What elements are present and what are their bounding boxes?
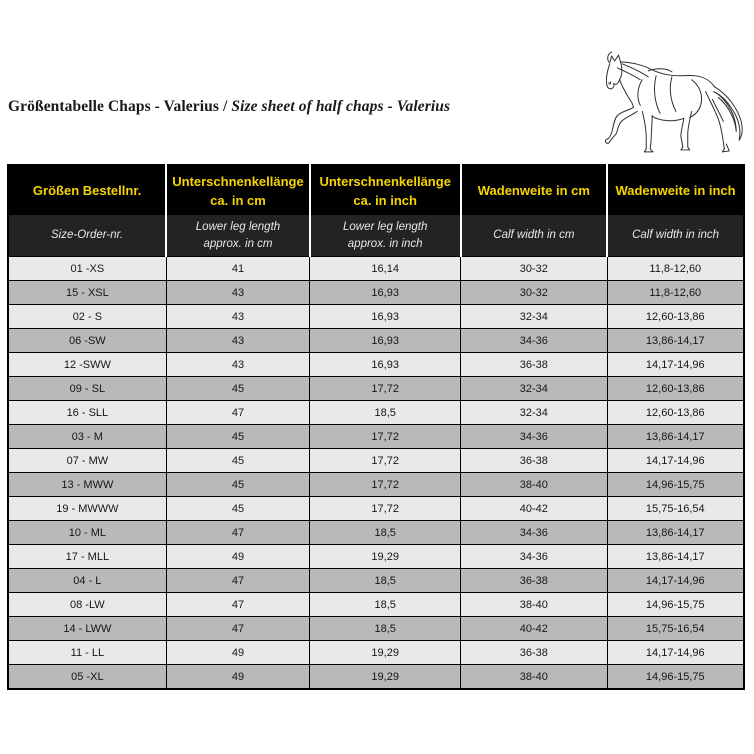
table-cell: 32-34: [461, 377, 607, 401]
table-cell: 16,93: [310, 329, 461, 353]
table-cell: 16 - SLL: [8, 401, 166, 425]
header-en-label: Lower leg length: [342, 220, 428, 233]
header-en-label: Calf width in inch: [632, 229, 719, 241]
table-cell: 18,5: [310, 401, 461, 425]
table-cell: 43: [166, 281, 310, 305]
table-cell: 13,86-14,17: [607, 329, 744, 353]
table-cell: 16,93: [310, 281, 461, 305]
table-cell: 13,86-14,17: [607, 521, 744, 545]
table-cell: 11,8-12,60: [607, 257, 744, 281]
table-cell: 09 - SL: [8, 377, 166, 401]
table-row: [8, 593, 744, 617]
table-cell: 19,29: [310, 545, 461, 569]
header-de-label: ca. in cm: [210, 192, 266, 208]
table-cell: 17 - MLL: [8, 545, 166, 569]
table-row: [8, 377, 744, 401]
table-cell: 07 - MW: [8, 449, 166, 473]
table-cell: 14,96-15,75: [607, 593, 744, 617]
table-cell: 08 -LW: [8, 593, 166, 617]
header-de-label: ca. in inch: [353, 192, 417, 208]
table-cell: 32-34: [461, 305, 607, 329]
table-cell: 34-36: [461, 545, 607, 569]
table-row: [8, 401, 744, 425]
page-title-german: Größentabelle Chaps - Valerius: [8, 98, 219, 115]
table-row: [8, 521, 744, 545]
header-row: [8, 165, 744, 257]
table-cell: 15,75-16,54: [607, 497, 744, 521]
table-cell: 01 -XS: [8, 257, 166, 281]
header-en-label: approx. in cm: [203, 237, 273, 250]
table-cell: 02 - S: [8, 305, 166, 329]
table-cell: 45: [166, 377, 310, 401]
table-cell: 16,93: [310, 305, 461, 329]
header-de-label: Wadenweite in cm: [477, 183, 590, 198]
table-cell: 38-40: [461, 593, 607, 617]
header-en-label: approx. in inch: [347, 237, 423, 250]
header-size-order-nr: [8, 165, 166, 257]
table-cell: 45: [166, 497, 310, 521]
table-cell: 17,72: [310, 497, 461, 521]
table-cell: 30-32: [461, 281, 607, 305]
table-header: [8, 165, 744, 257]
table-cell: 38-40: [461, 665, 607, 690]
table-cell: 14,17-14,96: [607, 449, 744, 473]
header-calf-width-inch: [607, 165, 744, 257]
table-cell: 43: [166, 353, 310, 377]
table-cell: 13,86-14,17: [607, 545, 744, 569]
table-cell: 47: [166, 401, 310, 425]
table-cell: 30-32: [461, 257, 607, 281]
table-cell: 38-40: [461, 473, 607, 497]
table-cell: 49: [166, 641, 310, 665]
table-cell: 14,17-14,96: [607, 641, 744, 665]
table-cell: 19,29: [310, 641, 461, 665]
table-cell: 19,29: [310, 665, 461, 690]
table-cell: 13 - MWW: [8, 473, 166, 497]
table-row: [8, 305, 744, 329]
table-cell: 16,14: [310, 257, 461, 281]
table-cell: 34-36: [461, 521, 607, 545]
page-title-english: Size sheet of half chaps - Valerius: [231, 98, 451, 115]
table-row: [8, 665, 744, 690]
table-cell: 17,72: [310, 425, 461, 449]
table-cell: 12 -SWW: [8, 353, 166, 377]
table-cell: 17,72: [310, 449, 461, 473]
header-lower-leg-length-cm: [166, 165, 310, 257]
table-cell: 47: [166, 617, 310, 641]
table-row: [8, 329, 744, 353]
table-cell: 40-42: [461, 497, 607, 521]
table-cell: 47: [166, 521, 310, 545]
table-cell: 47: [166, 569, 310, 593]
table-row: [8, 281, 744, 305]
table-cell: 03 - M: [8, 425, 166, 449]
page-title: [8, 98, 450, 116]
table-cell: 14,17-14,96: [607, 353, 744, 377]
table-row: [8, 497, 744, 521]
table-cell: 36-38: [461, 641, 607, 665]
table-cell: 05 -XL: [8, 665, 166, 690]
header-de-label: Wadenweite in inch: [615, 183, 736, 198]
table-cell: 32-34: [461, 401, 607, 425]
table-cell: 14,96-15,75: [607, 473, 744, 497]
table-cell: 14,17-14,96: [607, 569, 744, 593]
header-de-label: Unterschnenkellänge: [319, 173, 451, 189]
table-cell: 06 -SW: [8, 329, 166, 353]
table-row: [8, 617, 744, 641]
table-cell: 36-38: [461, 449, 607, 473]
header-calf-width-cm: [461, 165, 607, 257]
table-cell: 40-42: [461, 617, 607, 641]
table-cell: 43: [166, 329, 310, 353]
table-row: [8, 641, 744, 665]
table-cell: 17,72: [310, 377, 461, 401]
table-cell: 18,5: [310, 569, 461, 593]
size-table: [7, 164, 745, 690]
horse-illustration: [581, 40, 753, 164]
table-cell: 10 - ML: [8, 521, 166, 545]
table-cell: 19 - MWWW: [8, 497, 166, 521]
table-row: [8, 257, 744, 281]
table-cell: 18,5: [310, 593, 461, 617]
table-row: [8, 473, 744, 497]
table-cell: 41: [166, 257, 310, 281]
table-cell: 18,5: [310, 521, 461, 545]
table-cell: 34-36: [461, 329, 607, 353]
table-cell: 14,96-15,75: [607, 665, 744, 690]
table-row: [8, 545, 744, 569]
table-cell: 17,72: [310, 473, 461, 497]
table-cell: 12,60-13,86: [607, 305, 744, 329]
header-lower-leg-length-inch: [310, 165, 461, 257]
table-cell: 15,75-16,54: [607, 617, 744, 641]
table-cell: 49: [166, 545, 310, 569]
table-cell: 36-38: [461, 353, 607, 377]
table-cell: 49: [166, 665, 310, 690]
table-cell: 15 - XSL: [8, 281, 166, 305]
table-cell: 47: [166, 593, 310, 617]
table-cell: 18,5: [310, 617, 461, 641]
header-en-label: Calf width in cm: [493, 229, 575, 241]
table-row: [8, 569, 744, 593]
table-cell: 14 - LWW: [8, 617, 166, 641]
header-en-label: Size-Order-nr.: [51, 229, 124, 241]
table-cell: 13,86-14,17: [607, 425, 744, 449]
table-cell: 04 - L: [8, 569, 166, 593]
table-cell: 45: [166, 449, 310, 473]
table-row: [8, 425, 744, 449]
header-de-label: Größen Bestellnr.: [32, 183, 142, 198]
table-cell: 11,8-12,60: [607, 281, 744, 305]
header-en-label: Lower leg length: [195, 220, 281, 233]
table-cell: 36-38: [461, 569, 607, 593]
table-cell: 43: [166, 305, 310, 329]
table-cell: 11 - LL: [8, 641, 166, 665]
table-cell: 12,60-13,86: [607, 401, 744, 425]
table-body: [8, 257, 744, 690]
table-cell: 45: [166, 425, 310, 449]
page-title-separator: /: [218, 98, 232, 115]
table-row: [8, 449, 744, 473]
table-cell: 12,60-13,86: [607, 377, 744, 401]
table-row: [8, 353, 744, 377]
table-cell: 45: [166, 473, 310, 497]
header-de-label: Unterschnenkellänge: [172, 173, 304, 189]
table-cell: 16,93: [310, 353, 461, 377]
table-cell: 34-36: [461, 425, 607, 449]
